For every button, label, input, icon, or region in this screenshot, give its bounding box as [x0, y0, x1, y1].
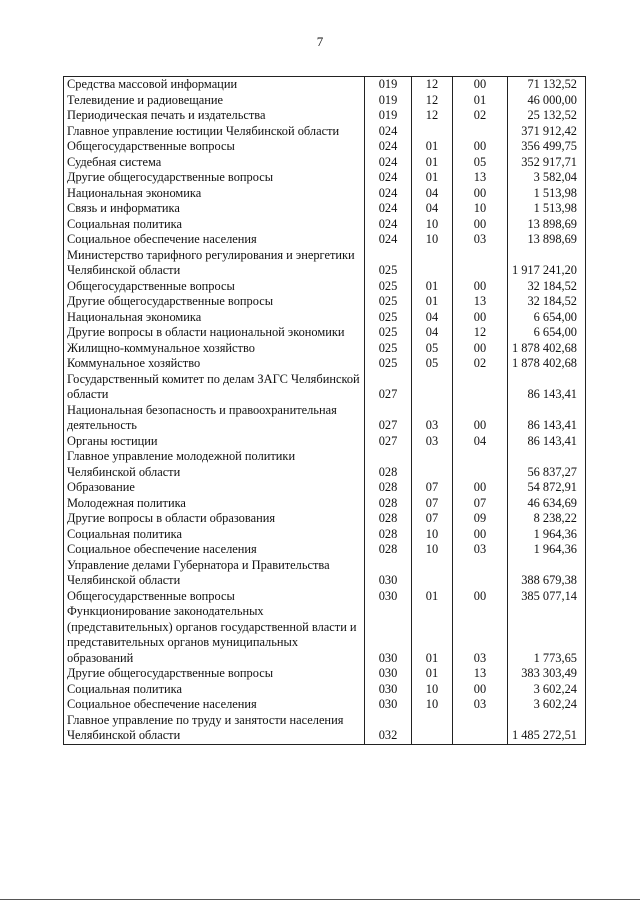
row-amount: 1 773,65: [508, 604, 586, 666]
row-amount: 3 602,24: [508, 682, 586, 698]
row-amount: 86 143,41: [508, 403, 586, 434]
row-name: Судебная система: [64, 155, 365, 171]
row-subsection: 02: [453, 108, 508, 124]
row-name: Функционирование законодательных (представительных) органов государственной власти и представительных органов муниципальных образований: [64, 604, 365, 666]
row-subsection: 09: [453, 511, 508, 527]
row-subsection: 00: [453, 341, 508, 357]
row-section: 10: [412, 217, 453, 233]
row-name: Национальная безопасность и правоохранительная деятельность: [64, 403, 365, 434]
row-code: 027: [365, 434, 412, 450]
row-subsection: 12: [453, 325, 508, 341]
row-amount: 32 184,52: [508, 294, 586, 310]
row-section: 01: [412, 294, 453, 310]
table-row: [64, 542, 586, 558]
row-section: 04: [412, 186, 453, 202]
table-row: [64, 201, 586, 217]
row-code: 030: [365, 589, 412, 605]
row-section: 12: [412, 77, 453, 93]
row-section: [412, 372, 453, 403]
row-section: 07: [412, 480, 453, 496]
row-code: 030: [365, 558, 412, 589]
row-code: 024: [365, 232, 412, 248]
row-subsection: 03: [453, 232, 508, 248]
table-row: [64, 294, 586, 310]
table-row: [64, 697, 586, 713]
row-name: Социальное обеспечение населения: [64, 232, 365, 248]
table-row: [64, 186, 586, 202]
row-section: 03: [412, 434, 453, 450]
row-code: 028: [365, 527, 412, 543]
row-code: 025: [365, 325, 412, 341]
row-name: Другие общегосударственные вопросы: [64, 170, 365, 186]
row-code: 019: [365, 108, 412, 124]
row-name: Другие общегосударственные вопросы: [64, 666, 365, 682]
row-amount: 46 634,69: [508, 496, 586, 512]
row-section: 01: [412, 589, 453, 605]
row-name: Средства массовой информации: [64, 77, 365, 93]
row-subsection: 07: [453, 496, 508, 512]
row-section: [412, 449, 453, 480]
row-subsection: 04: [453, 434, 508, 450]
table-row: [64, 248, 586, 279]
row-amount: 56 837,27: [508, 449, 586, 480]
row-amount: 1 964,36: [508, 527, 586, 543]
table-row: [64, 372, 586, 403]
row-section: 05: [412, 341, 453, 357]
table-row: [64, 325, 586, 341]
table-row: [64, 341, 586, 357]
row-subsection: 13: [453, 294, 508, 310]
row-code: 028: [365, 449, 412, 480]
row-code: 019: [365, 93, 412, 109]
row-name: Общегосударственные вопросы: [64, 139, 365, 155]
row-code: 019: [365, 77, 412, 93]
row-subsection: [453, 124, 508, 140]
row-section: 10: [412, 527, 453, 543]
row-code: 024: [365, 139, 412, 155]
row-amount: 71 132,52: [508, 77, 586, 93]
row-name: Национальная экономика: [64, 186, 365, 202]
row-code: 027: [365, 403, 412, 434]
row-section: 10: [412, 232, 453, 248]
row-name: Молодежная политика: [64, 496, 365, 512]
row-amount: 6 654,00: [508, 325, 586, 341]
row-code: 024: [365, 155, 412, 171]
table-row: [64, 449, 586, 480]
table-row: [64, 108, 586, 124]
row-subsection: [453, 558, 508, 589]
row-code: 024: [365, 170, 412, 186]
row-code: 032: [365, 713, 412, 745]
row-amount: 46 000,00: [508, 93, 586, 109]
row-subsection: 00: [453, 310, 508, 326]
row-section: 10: [412, 542, 453, 558]
row-code: 024: [365, 217, 412, 233]
page-number: 7: [316, 34, 324, 49]
row-amount: 385 077,14: [508, 589, 586, 605]
row-amount: 3 582,04: [508, 170, 586, 186]
table-row: [64, 279, 586, 295]
table-row: [64, 124, 586, 140]
row-amount: 6 654,00: [508, 310, 586, 326]
table-body: [64, 77, 586, 745]
row-section: 05: [412, 356, 453, 372]
row-section: 01: [412, 279, 453, 295]
row-amount: 32 184,52: [508, 279, 586, 295]
row-amount: 1 513,98: [508, 201, 586, 217]
row-code: 030: [365, 604, 412, 666]
row-name: Главное управление по труду и занятости населения Челябинской области: [64, 713, 365, 745]
table-row: [64, 93, 586, 109]
row-code: 030: [365, 682, 412, 698]
row-subsection: 13: [453, 170, 508, 186]
row-code: 025: [365, 248, 412, 279]
row-amount: 13 898,69: [508, 217, 586, 233]
row-subsection: 00: [453, 186, 508, 202]
table-row: [64, 496, 586, 512]
row-code: 024: [365, 201, 412, 217]
table-row: [64, 356, 586, 372]
row-section: 01: [412, 170, 453, 186]
row-code: 030: [365, 697, 412, 713]
row-subsection: [453, 713, 508, 745]
row-name: Министерство тарифного регулирования и энергетики Челябинской области: [64, 248, 365, 279]
row-amount: 1 513,98: [508, 186, 586, 202]
row-name: Образование: [64, 480, 365, 496]
row-code: 025: [365, 294, 412, 310]
row-amount: 356 499,75: [508, 139, 586, 155]
row-amount: 54 872,91: [508, 480, 586, 496]
row-section: 01: [412, 666, 453, 682]
table-row: [64, 527, 586, 543]
row-section: [412, 248, 453, 279]
row-name: Социальное обеспечение населения: [64, 697, 365, 713]
row-amount: 1 917 241,20: [508, 248, 586, 279]
row-section: 04: [412, 310, 453, 326]
row-name: Другие вопросы в области национальной экономики: [64, 325, 365, 341]
row-section: 12: [412, 108, 453, 124]
table-row: [64, 511, 586, 527]
row-subsection: 00: [453, 589, 508, 605]
row-subsection: [453, 449, 508, 480]
row-amount: 1 485 272,51: [508, 713, 586, 745]
row-amount: 383 303,49: [508, 666, 586, 682]
row-section: 07: [412, 511, 453, 527]
table-row: [64, 155, 586, 171]
row-section: 04: [412, 325, 453, 341]
table-row: [64, 682, 586, 698]
row-amount: 8 238,22: [508, 511, 586, 527]
row-section: [412, 558, 453, 589]
row-amount: 371 912,42: [508, 124, 586, 140]
row-section: [412, 124, 453, 140]
row-name: Жилищно-коммунальное хозяйство: [64, 341, 365, 357]
row-name: Коммунальное хозяйство: [64, 356, 365, 372]
row-name: Другие вопросы в области образования: [64, 511, 365, 527]
row-subsection: 00: [453, 217, 508, 233]
row-code: 028: [365, 511, 412, 527]
row-name: Органы юстиции: [64, 434, 365, 450]
row-amount: 25 132,52: [508, 108, 586, 124]
row-section: 10: [412, 697, 453, 713]
table-row: [64, 604, 586, 666]
table-row: [64, 480, 586, 496]
row-section: [412, 713, 453, 745]
row-subsection: 00: [453, 139, 508, 155]
row-amount: 1 878 402,68: [508, 356, 586, 372]
table-row: [64, 139, 586, 155]
table-row: [64, 232, 586, 248]
row-section: 01: [412, 139, 453, 155]
table-row: [64, 217, 586, 233]
row-name: Управление делами Губернатора и Правительства Челябинской области: [64, 558, 365, 589]
row-name: Национальная экономика: [64, 310, 365, 326]
row-subsection: 00: [453, 77, 508, 93]
row-subsection: 00: [453, 279, 508, 295]
row-section: 07: [412, 496, 453, 512]
row-subsection: 03: [453, 542, 508, 558]
row-code: 025: [365, 279, 412, 295]
row-subsection: [453, 372, 508, 403]
row-name: Государственный комитет по делам ЗАГС Челябинской области: [64, 372, 365, 403]
row-name: Связь и информатика: [64, 201, 365, 217]
row-subsection: 00: [453, 682, 508, 698]
table-row: [64, 310, 586, 326]
row-subsection: [453, 248, 508, 279]
row-amount: 352 917,71: [508, 155, 586, 171]
row-section: 01: [412, 155, 453, 171]
table-row: [64, 589, 586, 605]
row-subsection: 13: [453, 666, 508, 682]
row-subsection: 05: [453, 155, 508, 171]
row-name: Периодическая печать и издательства: [64, 108, 365, 124]
footer-rule: [0, 899, 640, 900]
row-amount: 3 602,24: [508, 697, 586, 713]
row-code: 027: [365, 372, 412, 403]
row-name: Социальная политика: [64, 217, 365, 233]
row-name: Главное управление молодежной политики Челябинской области: [64, 449, 365, 480]
row-code: 028: [365, 480, 412, 496]
row-name: Общегосударственные вопросы: [64, 279, 365, 295]
row-subsection: 03: [453, 604, 508, 666]
row-subsection: 00: [453, 403, 508, 434]
row-section: 01: [412, 604, 453, 666]
row-amount: 86 143,41: [508, 434, 586, 450]
row-name: Другие общегосударственные вопросы: [64, 294, 365, 310]
row-name: Социальное обеспечение населения: [64, 542, 365, 558]
row-code: 025: [365, 341, 412, 357]
table-row: [64, 170, 586, 186]
row-amount: 1 964,36: [508, 542, 586, 558]
row-section: 12: [412, 93, 453, 109]
row-name: Общегосударственные вопросы: [64, 589, 365, 605]
row-name: Социальная политика: [64, 682, 365, 698]
row-code: 030: [365, 666, 412, 682]
table-row: [64, 713, 586, 745]
row-code: 028: [365, 496, 412, 512]
row-section: 03: [412, 403, 453, 434]
budget-table: [63, 76, 586, 745]
row-name: Главное управление юстиции Челябинской области: [64, 124, 365, 140]
row-code: 025: [365, 310, 412, 326]
row-amount: 388 679,38: [508, 558, 586, 589]
row-code: 025: [365, 356, 412, 372]
row-subsection: 00: [453, 527, 508, 543]
row-subsection: 01: [453, 93, 508, 109]
row-subsection: 00: [453, 480, 508, 496]
table-row: [64, 558, 586, 589]
row-subsection: 03: [453, 697, 508, 713]
row-code: 024: [365, 124, 412, 140]
row-name: Телевидение и радиовещание: [64, 93, 365, 109]
row-section: 10: [412, 682, 453, 698]
table-row: [64, 403, 586, 434]
table-row: [64, 77, 586, 93]
row-amount: 1 878 402,68: [508, 341, 586, 357]
table-row: [64, 434, 586, 450]
row-subsection: 10: [453, 201, 508, 217]
row-subsection: 02: [453, 356, 508, 372]
row-amount: 13 898,69: [508, 232, 586, 248]
row-name: Социальная политика: [64, 527, 365, 543]
row-amount: 86 143,41: [508, 372, 586, 403]
row-section: 04: [412, 201, 453, 217]
table-row: [64, 666, 586, 682]
row-code: 024: [365, 186, 412, 202]
row-code: 028: [365, 542, 412, 558]
